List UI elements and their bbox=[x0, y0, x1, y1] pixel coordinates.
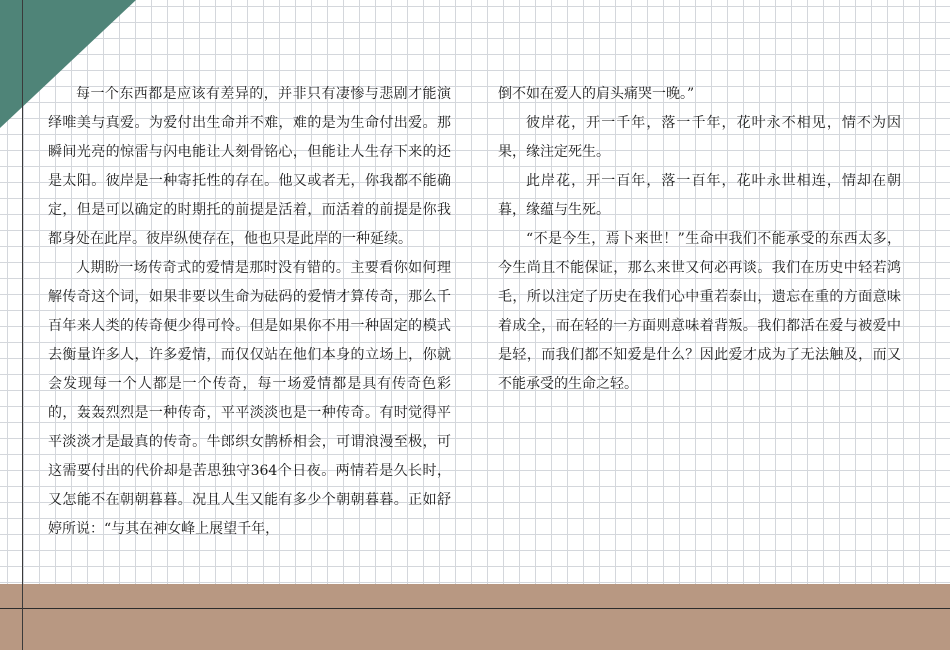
body-paragraph: 每一个东西都是应该有差异的，并非只有凄惨与悲剧才能演绎唯美与真爱。为爱付出生命并不难，难的是为生命付出爱。那瞬间光亮的惊雷与闪电能让人刻骨铭心，但能让人生存下来的还是太阳。彼岸是一种寄托性的存在。他又或者无，你我都不能确定，但是可以确定的时期托的前提是活着，而活着的前提是你我都身处在此岸。彼岸纵使存在，他也只是此岸的一种延续。 bbox=[48, 86, 451, 247]
body-paragraph: 人期盼一场传奇式的爱情是那时没有错的。主要看你如何理解传奇这个词，如果非要以生命为砝码的爱情才算传奇，那么千百年来人类的传奇便少得可怜。但是如果你不用一种固定的模式去衡量许多人，许多爱情，而仅仅站在他们本身的立场上，你就会发现每一个人都是一个传奇，每一场爱情都是具有传奇色彩的，轰轰烈烈是一种传奇，平平淡淡也是一种传奇。有时觉得平平淡淡才是最真的传奇。牛郎织女鹊桥相会，可谓浪漫至极，可这需要付出的代价却是苦思独守364个日夜。两情若是久长时，又怎能不在朝朝暮暮。况且人生又能有多少个朝朝暮暮。正如舒婷所说：“与其在神女峰上展望千年， bbox=[48, 260, 451, 537]
left-text-column bbox=[48, 80, 451, 544]
body-paragraph: 彼岸花，开一千年，落一千年，花叶永不相见，情不为因果，缘注定死生。 bbox=[498, 115, 901, 160]
continued-paragraph: 倒不如在爱人的肩头痛哭一晚。” bbox=[498, 86, 695, 102]
body-paragraph: “不是今生，焉卜来世！”生命中我们不能承受的东西太多，今生尚且不能保证，那么来世又何必再谈。我们在历史中轻若鸿毛，所以注定了历史在我们心中重若泰山，遗忘在重的方面意味着成全，而在轻的一方面则意味着背叛。我们都活在爱与被爱中是轻，而我们都不知爱是什么？因此爱才成为了无法触及，而又不能承受的生命之轻。 bbox=[498, 231, 901, 392]
footer-band bbox=[0, 584, 950, 650]
right-text-column bbox=[498, 80, 901, 399]
footer-rule bbox=[0, 608, 950, 609]
margin-line bbox=[22, 0, 23, 650]
body-paragraph: 此岸花，开一百年，落一百年，花叶永世相连，情却在朝暮，缘蕴与生死。 bbox=[498, 173, 901, 218]
